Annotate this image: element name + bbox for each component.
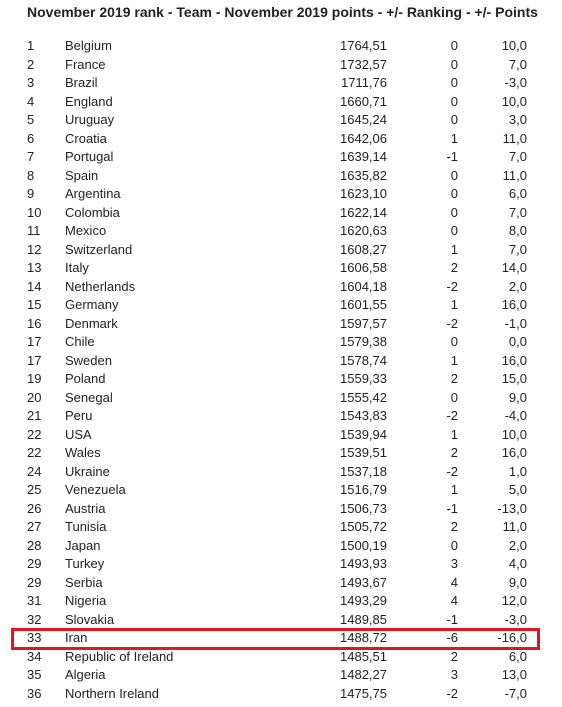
rank-change-cell: 0 xyxy=(450,38,458,53)
points-cell: 1604,18 xyxy=(340,278,387,294)
table-row xyxy=(0,241,562,260)
points-cell: 1475,75 xyxy=(340,685,387,701)
team-cell: England xyxy=(65,93,113,109)
table-row xyxy=(0,611,562,630)
table-row xyxy=(0,463,562,482)
team-cell: Serbia xyxy=(65,574,103,590)
table-row xyxy=(0,500,562,519)
rank-cell: 1 xyxy=(27,38,35,53)
points-change-cell: 16,0 xyxy=(501,445,527,460)
rank-cell: 33 xyxy=(27,630,42,645)
rank-change-cell: -2 xyxy=(446,685,458,701)
table-row xyxy=(0,518,562,537)
rank-change-cell: -2 xyxy=(446,408,458,423)
points-change-cell: 15,0 xyxy=(501,371,527,386)
points-cell: 1639,14 xyxy=(340,149,387,164)
points-change-cell: 6,0 xyxy=(508,186,527,201)
points-change-cell: -16,0 xyxy=(497,630,527,645)
table-row xyxy=(0,74,562,93)
team-cell: Netherlands xyxy=(65,278,136,294)
points-change-cell: 5,0 xyxy=(508,482,527,497)
points-change-cell: 1,0 xyxy=(508,463,527,479)
points-change-cell: 12,0 xyxy=(501,593,527,608)
team-cell: Algeria xyxy=(65,667,106,682)
points-change-cell: 13,0 xyxy=(501,667,527,682)
table-row xyxy=(0,426,562,445)
points-change-cell: -1,0 xyxy=(504,315,527,331)
table-row xyxy=(0,333,562,352)
team-cell: Spain xyxy=(65,167,99,183)
team-cell: Northern Ireland xyxy=(65,685,159,701)
rank-cell: 19 xyxy=(27,371,42,386)
team-cell: Switzerland xyxy=(65,241,133,257)
rank-cell: 32 xyxy=(27,611,42,627)
rank-cell: 25 xyxy=(27,482,42,497)
table-row-highlighted xyxy=(0,629,562,648)
rank-change-cell: 0 xyxy=(450,186,458,201)
points-change-cell: 9,0 xyxy=(508,574,527,590)
points-cell: 1606,58 xyxy=(340,260,387,275)
rank-change-cell: -2 xyxy=(446,315,458,331)
team-cell: Venezuela xyxy=(65,482,126,497)
rank-change-cell: 0 xyxy=(450,389,458,405)
team-cell: Republic of Ireland xyxy=(65,648,174,664)
team-cell: Germany xyxy=(65,297,119,312)
rank-cell: 28 xyxy=(27,537,42,553)
team-cell: France xyxy=(65,56,106,72)
team-cell: Iran xyxy=(65,630,88,645)
rank-change-cell: 2 xyxy=(450,260,458,275)
team-cell: Croatia xyxy=(65,130,107,146)
points-cell: 1505,72 xyxy=(340,519,387,534)
rank-cell: 17 xyxy=(27,334,42,349)
rank-cell: 6 xyxy=(27,130,35,146)
rank-change-cell: 1 xyxy=(450,352,458,368)
points-cell: 1539,94 xyxy=(340,426,387,442)
rank-cell: 34 xyxy=(27,648,42,664)
points-change-cell: 10,0 xyxy=(501,426,527,442)
points-cell: 1732,57 xyxy=(340,56,387,72)
rank-cell: 13 xyxy=(27,260,42,275)
points-change-cell: 7,0 xyxy=(508,204,527,220)
points-change-cell: 0,0 xyxy=(508,334,527,349)
points-cell: 1635,82 xyxy=(340,167,387,183)
points-cell: 1645,24 xyxy=(340,112,387,127)
team-cell: Sweden xyxy=(65,352,112,368)
points-cell: 1543,83 xyxy=(340,408,387,423)
points-cell: 1608,27 xyxy=(340,241,387,257)
team-cell: Chile xyxy=(65,334,95,349)
rank-change-cell: 4 xyxy=(450,574,458,590)
table-row xyxy=(0,93,562,112)
team-cell: Denmark xyxy=(65,315,118,331)
team-cell: Mexico xyxy=(65,223,107,238)
rank-change-cell: 1 xyxy=(450,297,458,312)
team-cell: Wales xyxy=(65,445,101,460)
points-cell: 1711,76 xyxy=(340,75,387,90)
points-cell: 1493,29 xyxy=(340,593,387,608)
points-cell: 1485,51 xyxy=(340,648,387,664)
points-change-cell: 11,0 xyxy=(502,130,527,146)
table-row xyxy=(0,648,562,667)
rank-cell: 35 xyxy=(27,667,42,682)
rank-change-cell: 2 xyxy=(450,445,458,460)
points-change-cell: 10,0 xyxy=(501,38,527,53)
points-change-cell: -3,0 xyxy=(504,611,527,627)
rank-cell: 2 xyxy=(27,56,35,72)
table-row xyxy=(0,222,562,241)
team-cell: Colombia xyxy=(65,204,120,220)
points-change-cell: -13,0 xyxy=(497,500,527,516)
rank-cell: 10 xyxy=(27,204,42,220)
rank-cell: 15 xyxy=(27,297,42,312)
rank-change-cell: 0 xyxy=(450,537,458,553)
points-cell: 1489,85 xyxy=(340,611,387,627)
table-row xyxy=(0,407,562,426)
rank-cell: 8 xyxy=(27,167,35,183)
points-cell: 1482,27 xyxy=(340,667,387,682)
points-cell: 1506,73 xyxy=(340,500,387,516)
rank-change-cell: -1 xyxy=(446,611,458,627)
rank-cell: 5 xyxy=(27,112,35,127)
table-row xyxy=(0,666,562,685)
points-cell: 1539,51 xyxy=(340,445,387,460)
team-cell: Austria xyxy=(65,500,106,516)
points-cell: 1622,14 xyxy=(340,204,387,220)
points-cell: 1764,51 xyxy=(340,38,387,53)
rank-change-cell: 0 xyxy=(450,56,458,72)
rank-change-cell: 0 xyxy=(450,167,458,183)
points-change-cell: 14,0 xyxy=(501,260,527,275)
points-cell: 1597,57 xyxy=(340,315,387,331)
points-cell: 1642,06 xyxy=(340,130,387,146)
points-cell: 1537,18 xyxy=(340,463,387,479)
table-row xyxy=(0,56,562,75)
table-row xyxy=(0,278,562,297)
table-row xyxy=(0,296,562,315)
rank-cell: 3 xyxy=(27,75,35,90)
rank-cell: 7 xyxy=(27,149,35,164)
rank-change-cell: 0 xyxy=(450,93,458,109)
points-cell: 1578,74 xyxy=(340,352,387,368)
points-change-cell: 2,0 xyxy=(508,278,527,294)
rank-change-cell: 2 xyxy=(450,648,458,664)
rank-cell: 16 xyxy=(27,315,42,331)
points-cell: 1516,79 xyxy=(340,482,387,497)
team-cell: Poland xyxy=(65,371,106,386)
rank-change-cell: -1 xyxy=(446,149,458,164)
rank-change-cell: 2 xyxy=(450,519,458,534)
table-row xyxy=(0,352,562,371)
table-row xyxy=(0,315,562,334)
points-change-cell: 10,0 xyxy=(501,93,527,109)
rank-cell: 29 xyxy=(27,574,42,590)
rank-cell: 21 xyxy=(27,408,42,423)
rank-cell: 27 xyxy=(27,519,42,534)
team-cell: Uruguay xyxy=(65,112,115,127)
table-row xyxy=(0,185,562,204)
rank-change-cell: -6 xyxy=(446,630,458,645)
points-cell: 1493,93 xyxy=(340,556,387,571)
rank-change-cell: -2 xyxy=(446,463,458,479)
team-cell: Ukraine xyxy=(65,463,110,479)
rank-change-cell: 0 xyxy=(450,204,458,220)
points-cell: 1493,67 xyxy=(340,574,387,590)
table-row xyxy=(0,592,562,611)
table-row xyxy=(0,167,562,186)
points-change-cell: 6,0 xyxy=(508,648,527,664)
points-change-cell: 3,0 xyxy=(508,112,527,127)
points-cell: 1620,63 xyxy=(340,223,387,238)
team-cell: Brazil xyxy=(65,75,98,90)
team-cell: Italy xyxy=(65,260,89,275)
table-row xyxy=(0,37,562,56)
table-row xyxy=(0,204,562,223)
rank-change-cell: 1 xyxy=(450,241,458,257)
rank-change-cell: 0 xyxy=(450,75,458,90)
rank-cell: 22 xyxy=(27,445,42,460)
points-change-cell: -7,0 xyxy=(504,685,527,701)
team-cell: Portugal xyxy=(65,149,114,164)
points-change-cell: -4,0 xyxy=(504,408,527,423)
rank-change-cell: 2 xyxy=(450,371,458,386)
page-title: November 2019 rank - Team - November 2019 points - +/- Ranking - +/- Points xyxy=(27,4,538,20)
team-cell: Tunisia xyxy=(65,519,107,534)
rank-cell: 12 xyxy=(27,241,42,257)
rank-cell: 36 xyxy=(27,685,42,701)
points-cell: 1579,38 xyxy=(340,334,387,349)
points-change-cell: 7,0 xyxy=(508,149,527,164)
rank-cell: 24 xyxy=(27,463,42,479)
rank-change-cell: 3 xyxy=(450,556,458,571)
table-row xyxy=(0,537,562,556)
team-cell: Argentina xyxy=(65,186,121,201)
table-row xyxy=(0,370,562,389)
points-cell: 1488,72 xyxy=(340,630,387,645)
table-row xyxy=(0,148,562,167)
rank-cell: 4 xyxy=(27,93,35,109)
points-change-cell: 16,0 xyxy=(501,352,527,368)
team-cell: Peru xyxy=(65,408,93,423)
points-cell: 1500,19 xyxy=(340,537,387,553)
team-cell: USA xyxy=(65,426,92,442)
team-cell: Japan xyxy=(65,537,101,553)
team-cell: Turkey xyxy=(65,556,105,571)
rank-change-cell: -1 xyxy=(446,500,458,516)
points-cell: 1559,33 xyxy=(340,371,387,386)
rank-change-cell: 0 xyxy=(450,112,458,127)
points-cell: 1555,42 xyxy=(340,389,387,405)
points-change-cell: 2,0 xyxy=(508,537,527,553)
rank-cell: 31 xyxy=(27,593,42,608)
rank-change-cell: 4 xyxy=(450,593,458,608)
rank-change-cell: -2 xyxy=(446,278,458,294)
points-change-cell: 7,0 xyxy=(508,241,527,257)
points-change-cell: 8,0 xyxy=(508,223,527,238)
rank-cell: 11 xyxy=(27,223,41,238)
points-cell: 1660,71 xyxy=(340,93,387,109)
points-change-cell: 9,0 xyxy=(508,389,527,405)
points-cell: 1601,55 xyxy=(340,297,387,312)
ranking-table xyxy=(0,37,562,703)
table-row xyxy=(0,444,562,463)
team-cell: Nigeria xyxy=(65,593,107,608)
rank-cell: 14 xyxy=(27,278,42,294)
team-cell: Slovakia xyxy=(65,611,115,627)
table-row xyxy=(0,555,562,574)
table-row xyxy=(0,130,562,149)
points-change-cell: 11,0 xyxy=(502,519,527,534)
points-change-cell: 4,0 xyxy=(508,556,527,571)
table-row xyxy=(0,389,562,408)
rank-change-cell: 3 xyxy=(450,667,458,682)
rank-cell: 20 xyxy=(27,389,42,405)
points-cell: 1623,10 xyxy=(340,186,387,201)
points-change-cell: 7,0 xyxy=(508,56,527,72)
points-change-cell: -3,0 xyxy=(504,75,527,90)
points-change-cell: 11,0 xyxy=(502,167,527,183)
table-row xyxy=(0,685,562,704)
rank-cell: 22 xyxy=(27,426,42,442)
rank-change-cell: 1 xyxy=(450,426,458,442)
rank-change-cell: 0 xyxy=(450,334,458,349)
rank-cell: 17 xyxy=(27,352,42,368)
team-cell: Senegal xyxy=(65,389,113,405)
table-row xyxy=(0,111,562,130)
table-row xyxy=(0,481,562,500)
table-row xyxy=(0,574,562,593)
rank-change-cell: 1 xyxy=(450,130,458,146)
rank-change-cell: 0 xyxy=(450,223,458,238)
rank-cell: 26 xyxy=(27,500,42,516)
rank-change-cell: 1 xyxy=(450,482,458,497)
rank-cell: 9 xyxy=(27,186,35,201)
points-change-cell: 16,0 xyxy=(501,297,527,312)
rank-cell: 29 xyxy=(27,556,42,571)
team-cell: Belgium xyxy=(65,38,112,53)
table-row xyxy=(0,259,562,278)
